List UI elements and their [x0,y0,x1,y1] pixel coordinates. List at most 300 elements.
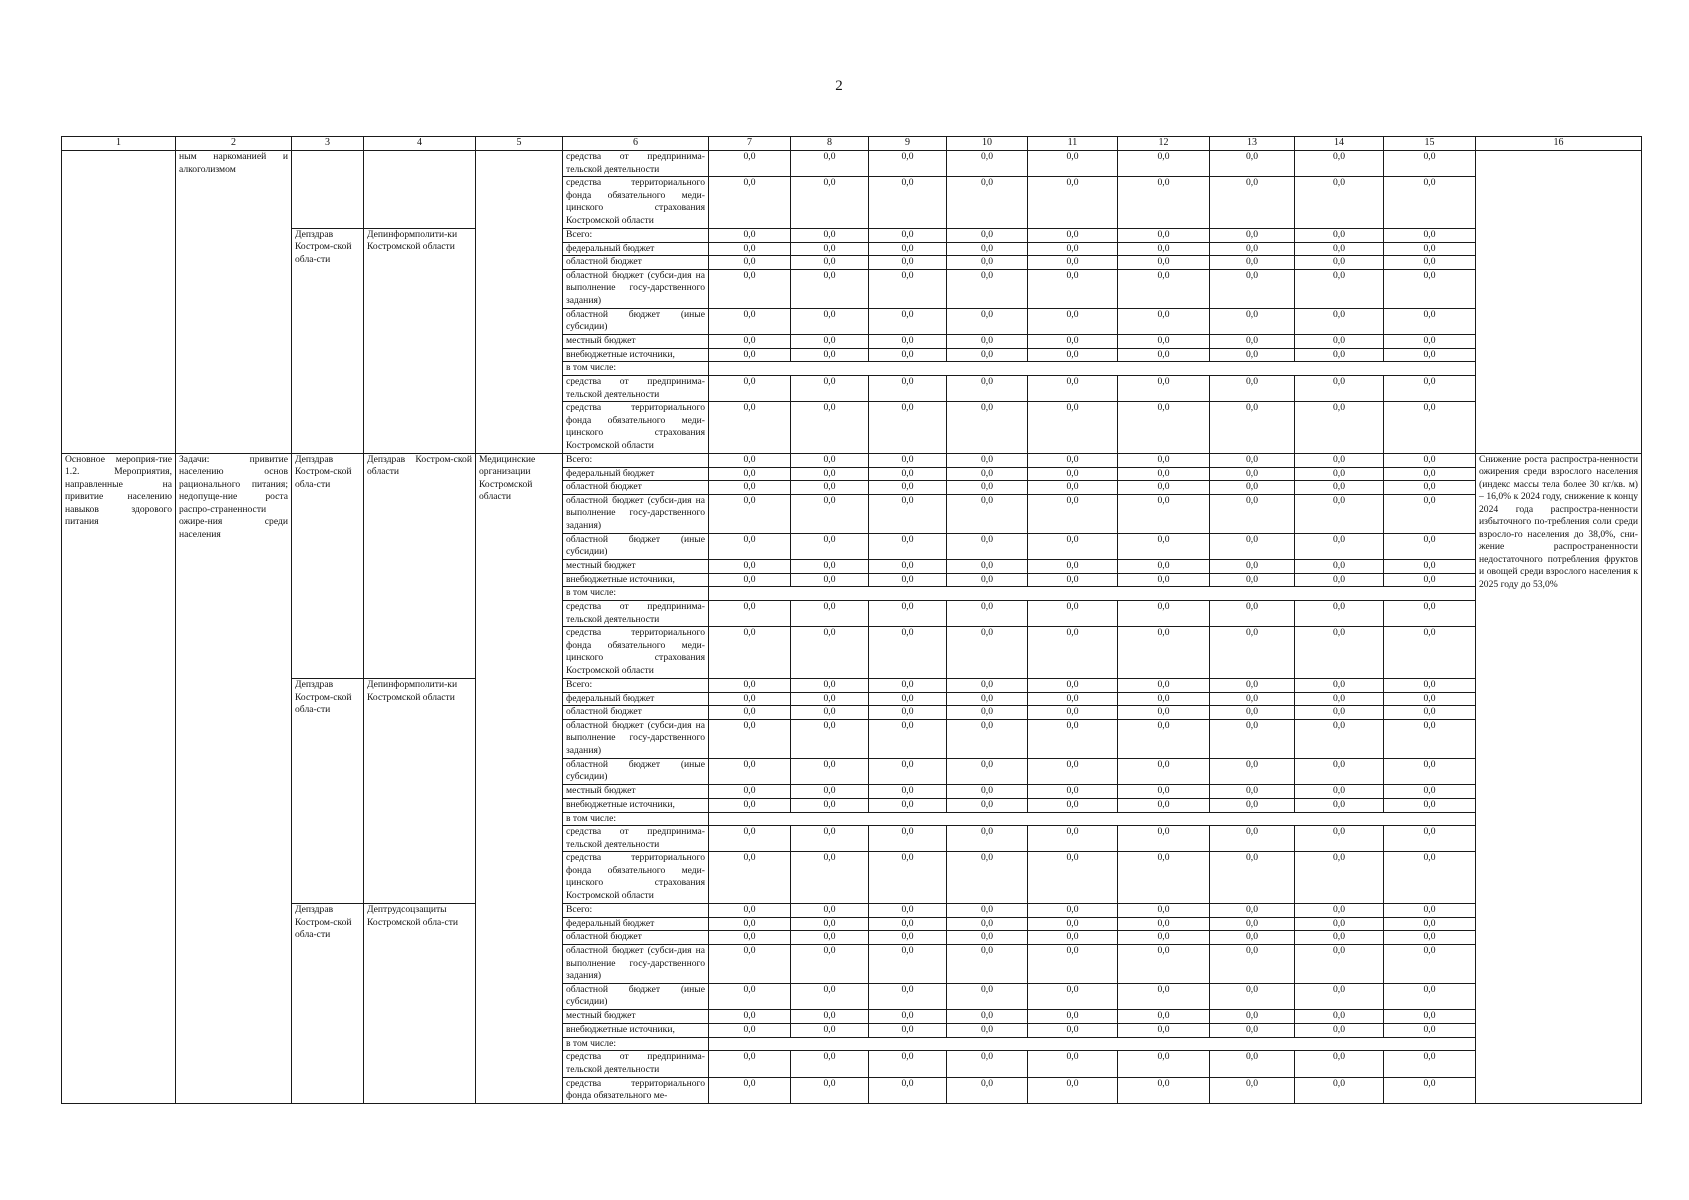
funding-empty-values [709,362,1476,376]
funding-value: 0,0 [1295,481,1384,495]
funding-value: 0,0 [709,1010,791,1024]
funding-value: 0,0 [791,1077,869,1103]
funding-value: 0,0 [1028,481,1118,495]
funding-value: 0,0 [1384,560,1476,574]
funding-value: 0,0 [1210,798,1295,812]
funding-value: 0,0 [791,533,869,559]
funding-value: 0,0 [1384,917,1476,931]
funding-source-label: областной бюджет [563,256,709,270]
funding-source-label: средства территориального фонда обязательного меди-цинского страхования Костромской области [563,402,709,454]
participants: Медицинские организации Костромской области [476,453,563,1103]
funding-value: 0,0 [947,177,1028,229]
funding-value: 0,0 [1295,560,1384,574]
funding-value: 0,0 [947,692,1028,706]
funding-value: 0,0 [1210,560,1295,574]
co-executor: Депинформполити-ки Костромской области [364,679,476,904]
funding-value: 0,0 [947,931,1028,945]
prev-participant-cell [476,151,563,454]
funding-value: 0,0 [1210,1010,1295,1024]
funding-source-label: областной бюджет (субси-дия на выполнение госу-дарственного задания) [563,494,709,533]
funding-value: 0,0 [1118,945,1210,984]
funding-value: 0,0 [791,494,869,533]
funding-value: 0,0 [1384,945,1476,984]
funding-value: 0,0 [1295,785,1384,799]
funding-value: 0,0 [947,348,1028,362]
funding-value: 0,0 [947,945,1028,984]
funding-value: 0,0 [947,1010,1028,1024]
funding-source-label: внебюджетные источники, [563,348,709,362]
funding-value: 0,0 [1384,1077,1476,1103]
funding-value: 0,0 [1210,256,1295,270]
funding-value: 0,0 [869,177,947,229]
funding-value: 0,0 [869,335,947,349]
funding-value: 0,0 [1028,826,1118,852]
funding-value: 0,0 [947,376,1028,402]
funding-value: 0,0 [1118,917,1210,931]
funding-value: 0,0 [709,402,791,454]
funding-value: 0,0 [709,1023,791,1037]
funding-value: 0,0 [1118,1010,1210,1024]
funding-value: 0,0 [1210,945,1295,984]
funding-value: 0,0 [1028,917,1118,931]
funding-value: 0,0 [1210,494,1295,533]
funding-value: 0,0 [1210,1051,1295,1077]
funding-value: 0,0 [1028,1023,1118,1037]
funding-value: 0,0 [1028,945,1118,984]
funding-value: 0,0 [947,1051,1028,1077]
funding-value: 0,0 [791,467,869,481]
funding-value: 0,0 [709,467,791,481]
funding-value: 0,0 [947,573,1028,587]
funding-value: 0,0 [709,945,791,984]
funding-value: 0,0 [791,852,869,904]
funding-source-label: средства территориального фонда обязательного ме- [563,1077,709,1103]
funding-value: 0,0 [1118,785,1210,799]
funding-value: 0,0 [1118,335,1210,349]
funding-value: 0,0 [869,481,947,495]
funding-value: 0,0 [709,335,791,349]
funding-value: 0,0 [1295,335,1384,349]
funding-value: 0,0 [709,1051,791,1077]
funding-value: 0,0 [1118,308,1210,334]
funding-value: 0,0 [1295,402,1384,454]
funding-value: 0,0 [709,560,791,574]
funding-value: 0,0 [1295,826,1384,852]
funding-value: 0,0 [791,402,869,454]
funding-value: 0,0 [1295,627,1384,679]
funding-value: 0,0 [1295,852,1384,904]
measure-tasks: Задачи: привитие населению основ рационального питания; недопуще-ние роста распро-страненности ожире-ния среди населения [176,453,292,1103]
funding-value: 0,0 [1384,798,1476,812]
funding-value: 0,0 [1210,679,1295,693]
funding-source-label: средства от предпринима-тельской деятельности [563,151,709,177]
prev-coexecutor-cell [364,151,476,229]
table-body [62,151,1642,1104]
funding-value: 0,0 [869,945,947,984]
funding-value: 0,0 [947,269,1028,308]
funding-source-label: областной бюджет (иные субсидии) [563,308,709,334]
funding-value: 0,0 [1118,1023,1210,1037]
funding-value: 0,0 [1118,679,1210,693]
responsible-executor: Депздрав Костром-ской обла-сти [292,228,364,453]
funding-value: 0,0 [709,798,791,812]
funding-value: 0,0 [791,308,869,334]
funding-value: 0,0 [709,308,791,334]
funding-value: 0,0 [947,917,1028,931]
funding-value: 0,0 [869,1077,947,1103]
funding-value: 0,0 [947,402,1028,454]
funding-source-label: средства от предпринима-тельской деятельности [563,1051,709,1077]
funding-value: 0,0 [709,494,791,533]
funding-value: 0,0 [1384,679,1476,693]
funding-value: 0,0 [1384,335,1476,349]
funding-source-label: средства территориального фонда обязательного меди-цинского страхования Костромской области [563,627,709,679]
funding-value: 0,0 [1384,151,1476,177]
column-number: 13 [1210,137,1295,151]
funding-value: 0,0 [1028,719,1118,758]
funding-value: 0,0 [947,719,1028,758]
funding-value: 0,0 [1210,467,1295,481]
funding-value: 0,0 [1118,601,1210,627]
funding-value: 0,0 [869,269,947,308]
funding-value: 0,0 [1210,242,1295,256]
funding-value: 0,0 [1028,376,1118,402]
funding-value: 0,0 [1118,376,1210,402]
funding-value: 0,0 [869,228,947,242]
funding-value: 0,0 [709,931,791,945]
funding-value: 0,0 [1028,573,1118,587]
funding-value: 0,0 [791,335,869,349]
funding-value: 0,0 [1118,983,1210,1009]
funding-value: 0,0 [791,1023,869,1037]
funding-value: 0,0 [1118,256,1210,270]
funding-value: 0,0 [1028,335,1118,349]
funding-value: 0,0 [1210,826,1295,852]
funding-value: 0,0 [1384,852,1476,904]
funding-value: 0,0 [947,453,1028,467]
funding-value: 0,0 [1118,798,1210,812]
funding-value: 0,0 [709,151,791,177]
funding-value: 0,0 [1384,308,1476,334]
funding-value: 0,0 [947,983,1028,1009]
funding-value: 0,0 [1118,706,1210,720]
funding-value: 0,0 [947,601,1028,627]
funding-value: 0,0 [1028,256,1118,270]
table-row [62,679,1642,693]
funding-value: 0,0 [1118,1051,1210,1077]
funding-value: 0,0 [1384,228,1476,242]
funding-value: 0,0 [1210,269,1295,308]
funding-source-label: местный бюджет [563,1010,709,1024]
funding-value: 0,0 [1295,931,1384,945]
funding-value: 0,0 [1295,904,1384,918]
funding-value: 0,0 [1210,177,1295,229]
funding-value: 0,0 [1210,917,1295,931]
funding-value: 0,0 [709,983,791,1009]
funding-value: 0,0 [1384,931,1476,945]
funding-value: 0,0 [709,242,791,256]
funding-source-label: средства от предпринима-тельской деятельности [563,601,709,627]
funding-value: 0,0 [1295,348,1384,362]
column-number: 8 [791,137,869,151]
funding-value: 0,0 [1028,1010,1118,1024]
funding-source-label: Всего: [563,904,709,918]
funding-value: 0,0 [1028,601,1118,627]
funding-value: 0,0 [1118,758,1210,784]
funding-value: 0,0 [1295,269,1384,308]
funding-value: 0,0 [709,904,791,918]
funding-value: 0,0 [869,467,947,481]
funding-value: 0,0 [1210,1023,1295,1037]
funding-value: 0,0 [1295,1023,1384,1037]
funding-value: 0,0 [1118,242,1210,256]
funding-value: 0,0 [947,785,1028,799]
funding-source-label: областной бюджет (иные субсидии) [563,758,709,784]
funding-value: 0,0 [869,242,947,256]
funding-value: 0,0 [1295,601,1384,627]
funding-value: 0,0 [1028,931,1118,945]
funding-source-label: средства территориального фонда обязательного меди-цинского страхования Костромской области [563,177,709,229]
funding-value: 0,0 [1295,719,1384,758]
funding-value: 0,0 [791,1010,869,1024]
funding-value: 0,0 [947,481,1028,495]
funding-source-label: средства территориального фонда обязательного меди-цинского страхования Костромской области [563,852,709,904]
funding-value: 0,0 [709,826,791,852]
funding-value: 0,0 [791,228,869,242]
funding-value: 0,0 [709,453,791,467]
funding-source-label: в том числе: [563,587,709,601]
funding-value: 0,0 [947,706,1028,720]
funding-value: 0,0 [1028,453,1118,467]
co-executor: Дептрудсоцзащиты Костромской обла-сти [364,904,476,1104]
funding-value: 0,0 [1384,758,1476,784]
funding-value: 0,0 [869,931,947,945]
funding-source-label: Всего: [563,679,709,693]
funding-value: 0,0 [947,256,1028,270]
funding-value: 0,0 [709,177,791,229]
funding-value: 0,0 [1118,494,1210,533]
funding-value: 0,0 [791,573,869,587]
funding-value: 0,0 [709,228,791,242]
funding-value: 0,0 [791,481,869,495]
co-executor: Депинформполити-ки Костромской области [364,228,476,453]
funding-value: 0,0 [869,758,947,784]
funding-source-label: Всего: [563,228,709,242]
funding-empty-values [709,1037,1476,1051]
funding-value: 0,0 [1028,692,1118,706]
funding-value: 0,0 [1028,706,1118,720]
funding-value: 0,0 [1384,1023,1476,1037]
funding-value: 0,0 [709,376,791,402]
funding-value: 0,0 [869,573,947,587]
funding-value: 0,0 [1028,1077,1118,1103]
expected-result: Снижение роста распростра-ненности ожирения среди взрослого населения (индекс массы тела более 30 кг/кв. м) – 16,0% к 2024 году, снижение к концу 2024 года распростра-ненности избыточного по-требления соли среди взросло-го населения до 38,0%, сни-жение распространенности недостаточного потребления фруктов и овощей среди взрослого населения к 2025 году до 53,0% [1476,453,1642,1103]
funding-source-label: областной бюджет (субси-дия на выполнение госу-дарственного задания) [563,269,709,308]
funding-value: 0,0 [1210,706,1295,720]
funding-value: 0,0 [1028,402,1118,454]
funding-value: 0,0 [1028,1051,1118,1077]
funding-value: 0,0 [869,308,947,334]
funding-value: 0,0 [1210,335,1295,349]
funding-source-label: федеральный бюджет [563,692,709,706]
funding-value: 0,0 [1028,679,1118,693]
funding-value: 0,0 [1118,533,1210,559]
funding-value: 0,0 [1210,1077,1295,1103]
funding-value: 0,0 [1028,242,1118,256]
funding-value: 0,0 [1118,560,1210,574]
funding-source-label: областной бюджет (иные субсидии) [563,983,709,1009]
funding-source-label: средства от предпринима-тельской деятельности [563,826,709,852]
funding-value: 0,0 [709,852,791,904]
funding-value: 0,0 [791,931,869,945]
funding-value: 0,0 [1210,692,1295,706]
funding-value: 0,0 [1028,785,1118,799]
funding-value: 0,0 [791,758,869,784]
funding-value: 0,0 [1118,151,1210,177]
funding-value: 0,0 [709,573,791,587]
funding-value: 0,0 [709,256,791,270]
funding-value: 0,0 [1028,758,1118,784]
column-number: 14 [1295,137,1384,151]
funding-value: 0,0 [947,560,1028,574]
funding-value: 0,0 [791,348,869,362]
funding-value: 0,0 [1118,904,1210,918]
funding-value: 0,0 [1210,601,1295,627]
funding-value: 0,0 [709,917,791,931]
funding-source-label: областной бюджет (иные субсидии) [563,533,709,559]
column-number: 6 [563,137,709,151]
funding-value: 0,0 [1295,533,1384,559]
column-number: 10 [947,137,1028,151]
funding-value: 0,0 [1210,785,1295,799]
funding-value: 0,0 [1384,826,1476,852]
funding-value: 0,0 [1028,533,1118,559]
funding-source-label: Всего: [563,453,709,467]
funding-value: 0,0 [1118,931,1210,945]
funding-value: 0,0 [869,852,947,904]
funding-source-label: средства от предпринима-тельской деятельности [563,376,709,402]
funding-value: 0,0 [1295,945,1384,984]
funding-value: 0,0 [869,256,947,270]
funding-value: 0,0 [1384,904,1476,918]
funding-value: 0,0 [869,679,947,693]
funding-value: 0,0 [791,560,869,574]
funding-value: 0,0 [1384,242,1476,256]
funding-value: 0,0 [947,1023,1028,1037]
funding-value: 0,0 [1028,228,1118,242]
funding-value: 0,0 [1384,177,1476,229]
funding-source-label: внебюджетные источники, [563,798,709,812]
funding-value: 0,0 [791,719,869,758]
funding-value: 0,0 [1210,376,1295,402]
funding-value: 0,0 [1295,706,1384,720]
column-number: 16 [1476,137,1642,151]
funding-value: 0,0 [869,904,947,918]
funding-value: 0,0 [1118,467,1210,481]
funding-value: 0,0 [1384,706,1476,720]
funding-value: 0,0 [1384,269,1476,308]
funding-value: 0,0 [709,758,791,784]
funding-source-label: в том числе: [563,812,709,826]
funding-value: 0,0 [1295,467,1384,481]
prev-result-cell [1476,151,1642,454]
funding-value: 0,0 [947,904,1028,918]
funding-source-label: федеральный бюджет [563,467,709,481]
funding-value: 0,0 [1210,931,1295,945]
column-number: 7 [709,137,791,151]
funding-value: 0,0 [791,983,869,1009]
funding-value: 0,0 [947,228,1028,242]
funding-value: 0,0 [709,627,791,679]
funding-value: 0,0 [947,1077,1028,1103]
funding-value: 0,0 [947,852,1028,904]
funding-value: 0,0 [1295,453,1384,467]
funding-value: 0,0 [869,601,947,627]
column-number-row [62,137,1642,151]
funding-value: 0,0 [1028,151,1118,177]
funding-value: 0,0 [1028,269,1118,308]
column-number: 15 [1384,137,1476,151]
funding-source-label: местный бюджет [563,785,709,799]
funding-value: 0,0 [1028,627,1118,679]
funding-value: 0,0 [791,256,869,270]
funding-value: 0,0 [1384,719,1476,758]
funding-value: 0,0 [1384,627,1476,679]
funding-value: 0,0 [1028,177,1118,229]
funding-value: 0,0 [709,1077,791,1103]
funding-value: 0,0 [1118,402,1210,454]
funding-value: 0,0 [869,719,947,758]
funding-value: 0,0 [1210,151,1295,177]
funding-value: 0,0 [1384,1051,1476,1077]
funding-value: 0,0 [1210,627,1295,679]
funding-value: 0,0 [947,242,1028,256]
funding-value: 0,0 [709,719,791,758]
funding-source-label: федеральный бюджет [563,917,709,931]
funding-empty-values [709,587,1476,601]
funding-value: 0,0 [1295,983,1384,1009]
funding-value: 0,0 [709,269,791,308]
funding-value: 0,0 [1210,402,1295,454]
funding-value: 0,0 [709,706,791,720]
funding-value: 0,0 [709,348,791,362]
funding-value: 0,0 [1384,402,1476,454]
funding-value: 0,0 [947,798,1028,812]
funding-value: 0,0 [1384,1010,1476,1024]
funding-value: 0,0 [1118,453,1210,467]
funding-value: 0,0 [947,758,1028,784]
funding-value: 0,0 [791,627,869,679]
funding-value: 0,0 [1028,308,1118,334]
column-number: 11 [1028,137,1118,151]
funding-value: 0,0 [869,826,947,852]
funding-value: 0,0 [709,481,791,495]
column-number: 2 [176,137,292,151]
funding-value: 0,0 [869,376,947,402]
funding-value: 0,0 [1028,494,1118,533]
funding-source-label: областной бюджет [563,706,709,720]
funding-value: 0,0 [1210,533,1295,559]
funding-value: 0,0 [869,402,947,454]
column-number: 9 [869,137,947,151]
funding-value: 0,0 [1118,852,1210,904]
funding-value: 0,0 [1118,481,1210,495]
funding-value: 0,0 [1295,758,1384,784]
funding-value: 0,0 [1295,573,1384,587]
funding-value: 0,0 [869,1023,947,1037]
funding-value: 0,0 [791,798,869,812]
funding-source-label: в том числе: [563,362,709,376]
